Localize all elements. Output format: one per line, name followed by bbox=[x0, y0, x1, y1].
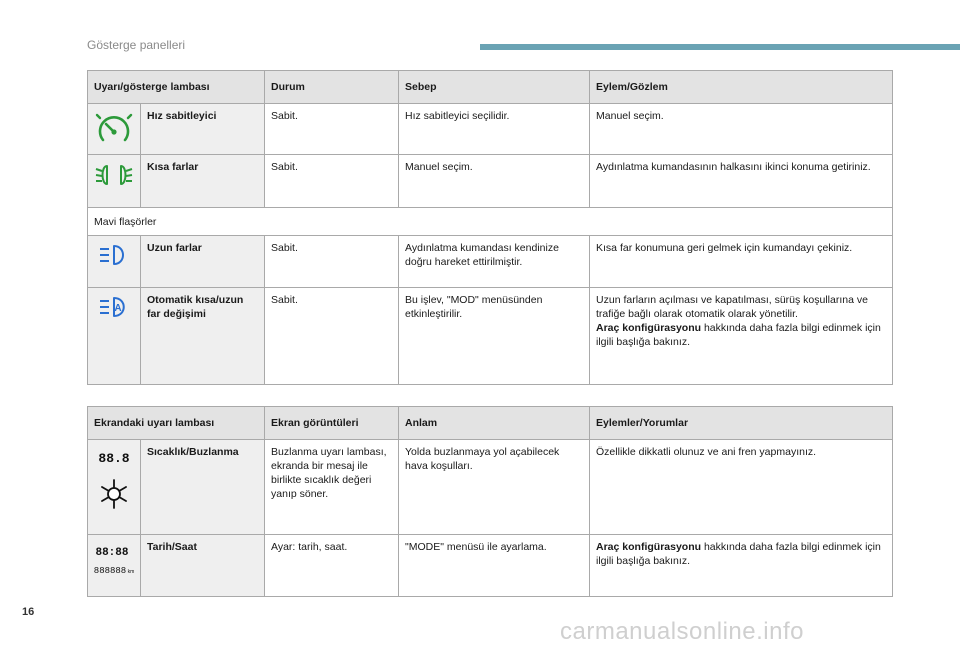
odometer-unit: km bbox=[127, 569, 135, 575]
dipped-beam-icon bbox=[88, 155, 141, 208]
header-lamp: Ekrandaki uyarı lambası bbox=[88, 407, 265, 440]
header-cause: Sebep bbox=[399, 71, 590, 104]
header-lamp: Uyarı/gösterge lambası bbox=[88, 71, 265, 104]
page-number: 16 bbox=[22, 606, 35, 618]
odometer-value: 888888 bbox=[93, 566, 127, 576]
header-action: Eylemler/Yorumlar bbox=[590, 407, 893, 440]
lamp-name: Uzun farlar bbox=[141, 236, 265, 288]
lamp-name: Sıcaklık/Buzlanma bbox=[141, 440, 265, 535]
lamp-state: Sabit. bbox=[265, 288, 399, 385]
section-title: Gösterge panelleri bbox=[87, 38, 186, 52]
lamp-name: Kısa farlar bbox=[141, 155, 265, 208]
lamp-state: Sabit. bbox=[265, 236, 399, 288]
svg-text:A: A bbox=[114, 303, 122, 314]
action-text: Uzun farların açılması ve kapatılması, sürüş koşullarına ve trafiğe bağlı olarak otomatik olarak yönetilir. bbox=[596, 294, 868, 320]
table-header-row bbox=[88, 407, 893, 440]
table-row bbox=[88, 236, 893, 288]
header-accent-bar bbox=[480, 44, 960, 50]
warning-lamps-table bbox=[87, 70, 893, 385]
lamp-action bbox=[590, 288, 893, 385]
action-text: Özellikle dikkatli olunuz ve ani fren yapmayınız. bbox=[590, 440, 893, 535]
header-state: Durum bbox=[265, 71, 399, 104]
action-text-rest: hakkında daha fazla bilgi edinmek için ilgili başlığa bakınız. bbox=[596, 322, 881, 348]
header-display: Ekran görüntüleri bbox=[265, 407, 399, 440]
display-warnings-table bbox=[87, 406, 893, 597]
lamp-action: Aydınlatma kumandasının halkasını ikinci konuma getiriniz. bbox=[590, 155, 893, 208]
table-header-row bbox=[88, 71, 893, 104]
lamp-name: Hız sabitleyici bbox=[141, 104, 265, 155]
display-text: Buzlanma uyarı lambası, ekranda bir mesaj ile birlikte sıcaklık değeri yanıp söner. bbox=[265, 440, 399, 535]
temperature-value: 88.8 bbox=[98, 451, 130, 466]
config-reference: Araç konfigürasyonu bbox=[596, 541, 702, 553]
header-meaning: Anlam bbox=[399, 407, 590, 440]
action-text-rest: hakkında daha fazla bilgi edinmek için ilgili başlığa bakınız. bbox=[596, 541, 881, 567]
clock-value: 88:88 bbox=[95, 547, 129, 559]
lamp-cause: Manuel seçim. bbox=[399, 155, 590, 208]
watermark: carmanualsonline.info bbox=[560, 618, 804, 645]
table-row bbox=[88, 288, 893, 385]
lamp-action: Kısa far konumuna geri gelmek için kumandayı çekiniz. bbox=[590, 236, 893, 288]
lamp-cause: Aydınlatma kumandası kendinize doğru hareket ettirilmiştir. bbox=[399, 236, 590, 288]
action-text bbox=[590, 535, 893, 597]
temperature-frost-icon bbox=[88, 440, 141, 535]
lamp-name: Tarih/Saat bbox=[141, 535, 265, 597]
table-row bbox=[88, 440, 893, 535]
lamp-cause: Hız sabitleyici seçilidir. bbox=[399, 104, 590, 155]
main-beam-icon bbox=[88, 236, 141, 288]
table-row bbox=[88, 535, 893, 597]
lamp-name: Otomatik kısa/uzun far değişimi bbox=[141, 288, 265, 385]
header-action: Eylem/Gözlem bbox=[590, 71, 893, 104]
lamp-state: Sabit. bbox=[265, 104, 399, 155]
table-row bbox=[88, 155, 893, 208]
group-row bbox=[88, 208, 893, 236]
speed-limiter-icon bbox=[88, 104, 141, 155]
meaning-text: "MODE" menüsü ile ayarlama. bbox=[399, 535, 590, 597]
group-label: Mavi flaşörler bbox=[88, 208, 893, 236]
lamp-cause: Bu işlev, "MOD" menüsünden etkinleştirilir. bbox=[399, 288, 590, 385]
config-reference: Araç konfigürasyonu bbox=[596, 322, 702, 334]
display-text: Ayar: tarih, saat. bbox=[265, 535, 399, 597]
lamp-action: Manuel seçim. bbox=[590, 104, 893, 155]
date-time-icon bbox=[88, 535, 141, 597]
lamp-state: Sabit. bbox=[265, 155, 399, 208]
meaning-text: Yolda buzlanmaya yol açabilecek hava koşulları. bbox=[399, 440, 590, 535]
auto-beam-icon bbox=[88, 288, 141, 385]
table-row bbox=[88, 104, 893, 155]
